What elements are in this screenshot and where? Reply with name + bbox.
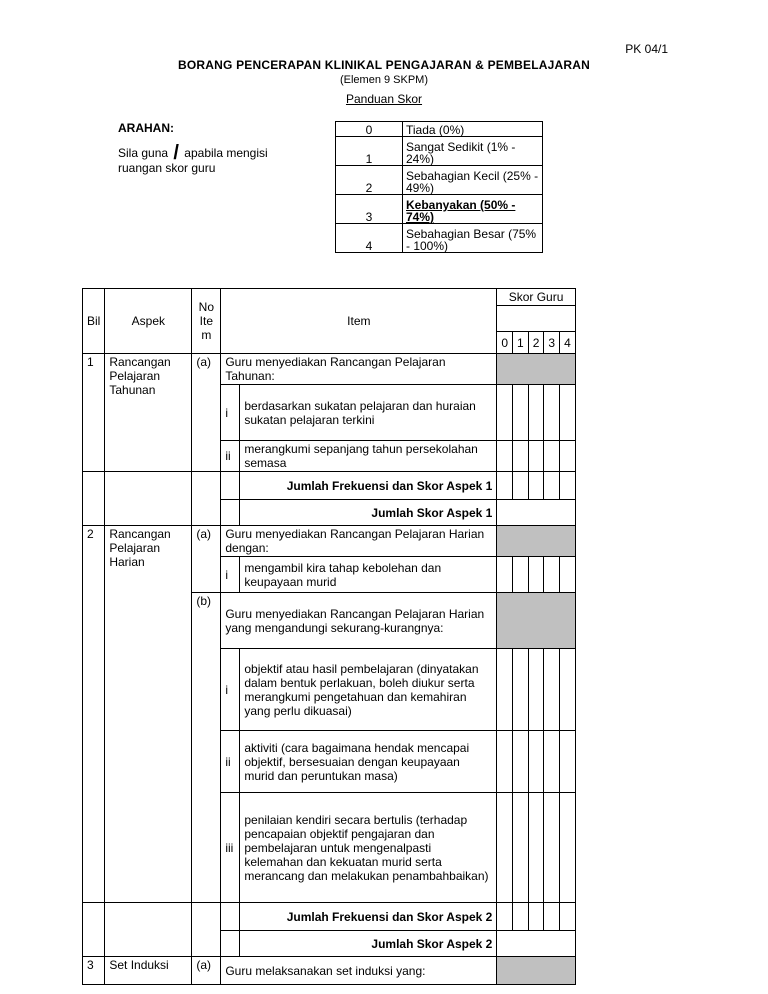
total-frequency-label: Jumlah Frekuensi dan Skor Aspek 2: [240, 903, 497, 931]
item-no: (b): [192, 593, 221, 903]
aspect-bil: 3: [83, 957, 105, 985]
score-cell[interactable]: [544, 472, 560, 500]
form-code: PK 04/1: [625, 42, 668, 56]
item-text: penilaian kendiri secara bertulis (terhadap pencapaian objektif pengajaran dan pembelajaran untuk mengenalpasti kelemahan dan kekuatan murid serta merancang dan melakukan penambahbaikan): [240, 793, 497, 903]
score-cell[interactable]: [497, 441, 513, 472]
score-cell[interactable]: [544, 385, 560, 441]
item-no: (a): [192, 526, 221, 593]
arahan-text: Sila guna / apabila mengisi ruangan skor guru: [118, 142, 268, 175]
score-cell[interactable]: [544, 903, 560, 931]
guide-row: [336, 195, 543, 224]
item-text: Guru menyediakan Rancangan Pelajaran Tahunan:: [221, 354, 497, 385]
guide-desc: Sebahagian Besar (75% - 100%): [403, 224, 543, 253]
skor-guru-blank: [497, 306, 575, 332]
table-row: [83, 472, 576, 500]
guide-desc: Sangat Sedikit (1% - 24%): [403, 137, 543, 166]
score-shaded: [497, 593, 575, 649]
score-cell[interactable]: [560, 903, 576, 931]
guide-desc: Sebahagian Kecil (25% - 49%): [403, 166, 543, 195]
form-subtitle: (Elemen 9 SKPM): [339, 74, 429, 86]
item-text: aktiviti (cara bagaimana hendak mencapai objektif, bersesuaian dengan keupayaan murid dan peruntukan masa): [240, 731, 497, 793]
sub-no: iii: [221, 793, 240, 903]
score-cell[interactable]: [528, 472, 544, 500]
table-row: [83, 526, 576, 557]
guide-row: [336, 137, 543, 166]
observation-table: [82, 288, 576, 985]
score-cell[interactable]: [544, 649, 560, 731]
score-cell[interactable]: [513, 472, 529, 500]
total-score-label: Jumlah Skor Aspek 2: [240, 931, 497, 957]
guide-row: [336, 166, 543, 195]
item-text: Guru melaksanakan set induksi yang:: [221, 957, 497, 985]
guide-score: 1: [336, 137, 403, 166]
score-cell[interactable]: [497, 731, 513, 793]
score-cell[interactable]: [513, 385, 529, 441]
score-cell[interactable]: [497, 649, 513, 731]
aspect-name: Rancangan Pelajaran Harian: [105, 526, 192, 903]
score-cell[interactable]: [528, 441, 544, 472]
guide-score: 2: [336, 166, 403, 195]
tick-mark-icon: /: [173, 142, 179, 164]
score-col-4: 4: [560, 332, 576, 354]
arahan-heading: ARAHAN:: [118, 121, 174, 135]
score-cell[interactable]: [497, 557, 513, 593]
score-cell[interactable]: [497, 903, 513, 931]
score-cell[interactable]: [560, 385, 576, 441]
score-col-3: 3: [544, 332, 560, 354]
score-cell[interactable]: [528, 385, 544, 441]
score-cell[interactable]: [513, 557, 529, 593]
score-cell[interactable]: [560, 441, 576, 472]
score-cell[interactable]: [560, 731, 576, 793]
table-row: [83, 957, 576, 985]
header-item: Item: [221, 289, 497, 354]
header-skor-guru: Skor Guru: [497, 289, 575, 306]
sub-no: ii: [221, 731, 240, 793]
score-cell[interactable]: [560, 472, 576, 500]
score-cell[interactable]: [513, 793, 529, 903]
guide-score: 3: [336, 195, 403, 224]
score-cell[interactable]: [544, 557, 560, 593]
sub-no: i: [221, 385, 240, 441]
aspect-name: Set Induksi: [105, 957, 192, 985]
score-shaded: [497, 957, 575, 985]
score-col-2: 2: [528, 332, 544, 354]
guide-row: [336, 224, 543, 253]
guide-row: [336, 122, 543, 137]
total-score-cell[interactable]: [497, 931, 575, 957]
score-cell[interactable]: [513, 903, 529, 931]
score-cell[interactable]: [513, 649, 529, 731]
item-text: Guru menyediakan Rancangan Pelajaran Harian dengan:: [221, 526, 497, 557]
score-shaded: [497, 526, 575, 557]
sub-no: i: [221, 649, 240, 731]
score-col-0: 0: [497, 332, 513, 354]
score-cell[interactable]: [497, 385, 513, 441]
aspect-bil: 2: [83, 526, 105, 903]
score-cell[interactable]: [513, 731, 529, 793]
guide-score: 0: [336, 122, 403, 137]
item-no: (a): [192, 354, 221, 472]
aspect-name: Rancangan Pelajaran Tahunan: [105, 354, 192, 472]
score-cell[interactable]: [560, 557, 576, 593]
score-cell[interactable]: [560, 793, 576, 903]
aspect-bil: 1: [83, 354, 105, 472]
header-no-item: No Ite m: [192, 289, 221, 354]
score-cell[interactable]: [544, 793, 560, 903]
score-cell[interactable]: [497, 793, 513, 903]
score-cell[interactable]: [513, 441, 529, 472]
header-aspek: Aspek: [105, 289, 192, 354]
item-text: merangkumi sepanjang tahun persekolahan semasa: [240, 441, 497, 472]
item-text: Guru menyediakan Rancangan Pelajaran Harian yang mengandungi sekurang-kurangnya:: [221, 593, 497, 649]
score-col-1: 1: [513, 332, 529, 354]
table-row: [83, 903, 576, 931]
sub-no: i: [221, 557, 240, 593]
item-text: mengambil kira tahap kebolehan dan keupayaan murid: [240, 557, 497, 593]
score-cell[interactable]: [544, 441, 560, 472]
score-cell[interactable]: [528, 731, 544, 793]
score-cell[interactable]: [528, 793, 544, 903]
total-score-cell[interactable]: [497, 500, 575, 526]
sub-no: ii: [221, 441, 240, 472]
score-shaded: [497, 354, 575, 385]
item-text: berdasarkan sukatan pelajaran dan huraian sukatan pelajaran terkini: [240, 385, 497, 441]
guide-desc: Tiada (0%): [403, 122, 543, 137]
score-guide-table: [335, 121, 543, 253]
item-no: (a): [192, 957, 221, 985]
score-cell[interactable]: [544, 731, 560, 793]
item-text: objektif atau hasil pembelajaran (dinyatakan dalam bentuk perlakuan, boleh diukur serta merangkumi pengetahuan dan kemahiran yang perlu dikuasai): [240, 649, 497, 731]
score-cell[interactable]: [528, 557, 544, 593]
form-title: BORANG PENCERAPAN KLINIKAL PENGAJARAN & PEMBELAJARAN: [178, 58, 590, 72]
guide-desc: Kebanyakan (50% - 74%): [403, 195, 543, 224]
guide-title: Panduan Skor: [345, 92, 423, 106]
score-cell[interactable]: [528, 649, 544, 731]
header-bil: Bil: [83, 289, 105, 354]
total-score-label: Jumlah Skor Aspek 1: [240, 500, 497, 526]
score-cell[interactable]: [497, 472, 513, 500]
score-cell[interactable]: [560, 649, 576, 731]
score-cell[interactable]: [528, 903, 544, 931]
table-row: [83, 354, 576, 385]
total-frequency-label: Jumlah Frekuensi dan Skor Aspek 1: [240, 472, 497, 500]
guide-score: 4: [336, 224, 403, 253]
